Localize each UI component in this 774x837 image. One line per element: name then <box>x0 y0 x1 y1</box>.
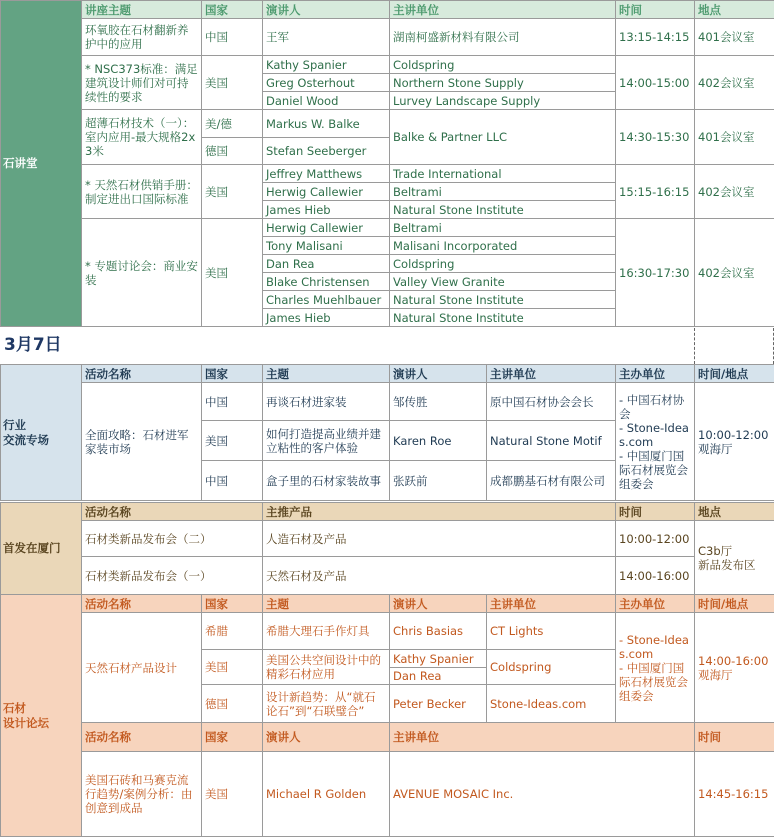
exchange-country: 中国 <box>202 461 263 501</box>
exchange-host: - 中国石材协会 - Stone-Ideas.com - 中国厦门国际石材展览会组委会 <box>616 383 695 501</box>
lecture-time: 16:30-17:30 <box>616 219 695 327</box>
lecture-speaker: James Hieb <box>263 309 390 327</box>
forum-host: - Stone-Ideas.com - 中国厦门国际石材展览会组委会 <box>616 613 695 723</box>
lecture-time: 14:30-15:30 <box>616 110 695 165</box>
lecture-place: 402会议室 <box>695 219 774 327</box>
category-industry-exchange: 行业 交流专场 <box>1 365 82 501</box>
category-design-forum: 石材 设计论坛 <box>1 595 82 837</box>
launch-name: 石材类新品发布会（一） <box>82 557 263 595</box>
forum-country: 希腊 <box>202 613 263 650</box>
lecture-speaker: Jeffrey Matthews <box>263 165 390 183</box>
lecture-org: Lurvey Landscape Supply <box>390 92 616 110</box>
forum-country: 美国 <box>202 650 263 685</box>
category-stone-lecture: 石讲堂 <box>1 1 82 327</box>
exchange-time-place: 10:00-12:00 观海厅 <box>695 383 774 501</box>
exchange-theme: 盒子里的石材家装故事 <box>263 461 390 501</box>
activity-name: 全面攻略：石材进军家装市场 <box>82 383 202 501</box>
lecture-speaker: Stefan Seeberger <box>263 138 390 165</box>
lecture-speaker: Tony Malisani <box>263 237 390 255</box>
exchange-speaker: Karen Roe <box>390 421 487 461</box>
table-row <box>1 613 774 650</box>
lecture-org: Beltrami <box>390 183 616 201</box>
lecture-topic: * 天然石材供销手册：制定进出口国际标准 <box>82 165 202 219</box>
lecture-speaker: Daniel Wood <box>263 92 390 110</box>
table-row <box>1 383 774 421</box>
lecture-org: 湖南柯盛新材料有限公司 <box>390 19 616 56</box>
forum-org: CT Lights <box>487 613 616 650</box>
header-time: 时间 <box>616 1 695 19</box>
lecture-time: 15:15-16:15 <box>616 165 695 219</box>
launch-product: 人造石材及产品 <box>263 521 616 557</box>
lecture-topic: 环氧胶在石材翻新养护中的应用 <box>82 19 202 56</box>
header-speaker: 演讲人 <box>390 365 487 383</box>
section-design-forum <box>0 594 774 837</box>
lecture-topic: * 专题讨论会：商业安装 <box>82 219 202 327</box>
exchange-country: 中国 <box>202 383 263 421</box>
header-org: 主讲单位 <box>390 1 616 19</box>
header-speaker: 演讲人 <box>263 1 390 19</box>
lecture-org: Malisani Incorporated <box>390 237 616 255</box>
section-industry-exchange <box>0 364 774 501</box>
exchange-country: 美国 <box>202 421 263 461</box>
forum-speaker: Peter Becker <box>390 685 487 723</box>
lecture-place: 402会议室 <box>695 165 774 219</box>
header-country: 国家 <box>202 365 263 383</box>
header-theme: 主题 <box>263 365 390 383</box>
lecture-speaker: Herwig Callewier <box>263 219 390 237</box>
category-xiamen-premiere: 首发在厦门 <box>1 503 82 595</box>
lecture-country: 中国 <box>202 19 263 56</box>
forum-time-place: 14:00-16:00 观海厅 <box>695 613 774 723</box>
lecture-topic: 超薄石材技术（一）：室内应用-最大规格2x3米 <box>82 110 202 165</box>
forum-activity-name: 美国石砖和马赛克流行趋势/案例分析：由创意到成品 <box>82 752 202 837</box>
header-org: 主讲单位 <box>487 595 616 613</box>
lecture-speaker: Markus W. Balke <box>263 110 390 138</box>
header-country: 国家 <box>202 1 263 19</box>
forum-theme: 美国公共空间设计中的精彩石材应用 <box>263 650 390 685</box>
exchange-org: 原中国石材协会会长 <box>487 383 616 421</box>
header-place: 地点 <box>695 503 774 521</box>
forum-time: 14:45-16:15 <box>695 752 774 837</box>
lecture-speaker: James Hieb <box>263 201 390 219</box>
lecture-speaker: 王军 <box>263 19 390 56</box>
lecture-org: Balke & Partner LLC <box>390 110 616 165</box>
table-row <box>1 521 774 557</box>
lecture-speaker: Greg Osterhout <box>263 74 390 92</box>
lecture-place: 401会议室 <box>695 19 774 56</box>
header-time-place: 时间/地点 <box>695 595 774 613</box>
table-row <box>1 219 774 237</box>
header-activity: 活动名称 <box>82 723 202 752</box>
header-place: 地点 <box>695 1 774 19</box>
lecture-speaker: Kathy Spanier <box>263 56 390 74</box>
lecture-place: 402会议室 <box>695 56 774 110</box>
forum-country: 德国 <box>202 685 263 723</box>
lecture-org: Coldspring <box>390 255 616 273</box>
launch-product: 天然石材及产品 <box>263 557 616 595</box>
table-row <box>1 56 774 74</box>
exchange-speaker: 邹传胜 <box>390 383 487 421</box>
table-row <box>1 752 774 837</box>
launch-time: 10:00-12:00 <box>616 521 695 557</box>
header-theme: 主题 <box>263 595 390 613</box>
table-row <box>1 110 774 138</box>
date-label: 3月7日 <box>0 335 62 355</box>
lecture-speaker: Dan Rea <box>263 255 390 273</box>
exchange-theme: 如何打造提高业绩并建立粘性的客户体验 <box>263 421 390 461</box>
forum-org: AVENUE MOSAIC Inc. <box>390 752 695 837</box>
lecture-place: 401会议室 <box>695 110 774 165</box>
forum-speaker: Kathy Spanier <box>390 650 487 668</box>
forum-speaker: Michael R Golden <box>263 752 390 837</box>
lecture-time: 13:15-14:15 <box>616 19 695 56</box>
date-row <box>0 328 774 365</box>
exchange-speaker: 张跃前 <box>390 461 487 501</box>
lecture-org: Beltrami <box>390 219 616 237</box>
lecture-org: Trade International <box>390 165 616 183</box>
lecture-country: 美/德 <box>202 110 263 138</box>
header-activity: 活动名称 <box>82 595 202 613</box>
lecture-time: 14:00-15:00 <box>616 56 695 110</box>
table-row <box>1 19 774 56</box>
forum-speaker: Dan Rea <box>390 668 487 685</box>
launch-name: 石材类新品发布会（二） <box>82 521 263 557</box>
table-row <box>1 165 774 183</box>
lecture-country: 德国 <box>202 138 263 165</box>
header-country: 国家 <box>202 723 263 752</box>
forum-org: Coldspring <box>487 650 616 685</box>
lecture-topic: * NSC373标准：满足建筑设计师们对可持续性的要求 <box>82 56 202 110</box>
header-country: 国家 <box>202 595 263 613</box>
lecture-org: Coldspring <box>390 56 616 74</box>
header-time-place: 时间/地点 <box>695 365 774 383</box>
exchange-org: 成都鹏基石材有限公司 <box>487 461 616 501</box>
lecture-org: Natural Stone Institute <box>390 291 616 309</box>
header-host: 主办单位 <box>616 595 695 613</box>
lecture-speaker: Blake Christensen <box>263 273 390 291</box>
header-org: 主讲单位 <box>487 365 616 383</box>
header-time: 时间 <box>616 503 695 521</box>
header-speaker: 演讲人 <box>263 723 390 752</box>
lecture-speaker: Herwig Callewier <box>263 183 390 201</box>
activity-name: 天然石材产品设计 <box>82 613 202 723</box>
lecture-org: Valley View Granite <box>390 273 616 291</box>
lecture-speaker: Charles Muehlbauer <box>263 291 390 309</box>
lecture-country: 美国 <box>202 219 263 327</box>
forum-theme: 希腊大理石手作灯具 <box>263 613 390 650</box>
exchange-org: Natural Stone Motif <box>487 421 616 461</box>
section-stone-lecture <box>0 0 774 327</box>
header-host: 主办单位 <box>616 365 695 383</box>
lecture-org: Natural Stone Institute <box>390 309 616 327</box>
lecture-country: 美国 <box>202 56 263 110</box>
lecture-org: Natural Stone Institute <box>390 201 616 219</box>
table-row <box>1 557 774 595</box>
launch-place: C3b厅 新品发布区 <box>695 521 774 595</box>
section-xiamen-premiere <box>0 502 774 595</box>
lecture-org: Northern Stone Supply <box>390 74 616 92</box>
forum-theme: 设计新趋势：从“就石论石”到“石联璧合” <box>263 685 390 723</box>
header-activity: 活动名称 <box>82 365 202 383</box>
forum-speaker: Chris Basias <box>390 613 487 650</box>
header-time: 时间 <box>695 723 774 752</box>
forum-org: Stone-Ideas.com <box>487 685 616 723</box>
header-product: 主推产品 <box>263 503 616 521</box>
launch-time: 14:00-16:00 <box>616 557 695 595</box>
header-speaker: 演讲人 <box>390 595 487 613</box>
lecture-country: 美国 <box>202 165 263 219</box>
forum-country: 美国 <box>202 752 263 837</box>
header-activity: 活动名称 <box>82 503 263 521</box>
header-topic: 讲座主题 <box>82 1 202 19</box>
header-org: 主讲单位 <box>390 723 695 752</box>
exchange-theme: 再谈石材进家装 <box>263 383 390 421</box>
